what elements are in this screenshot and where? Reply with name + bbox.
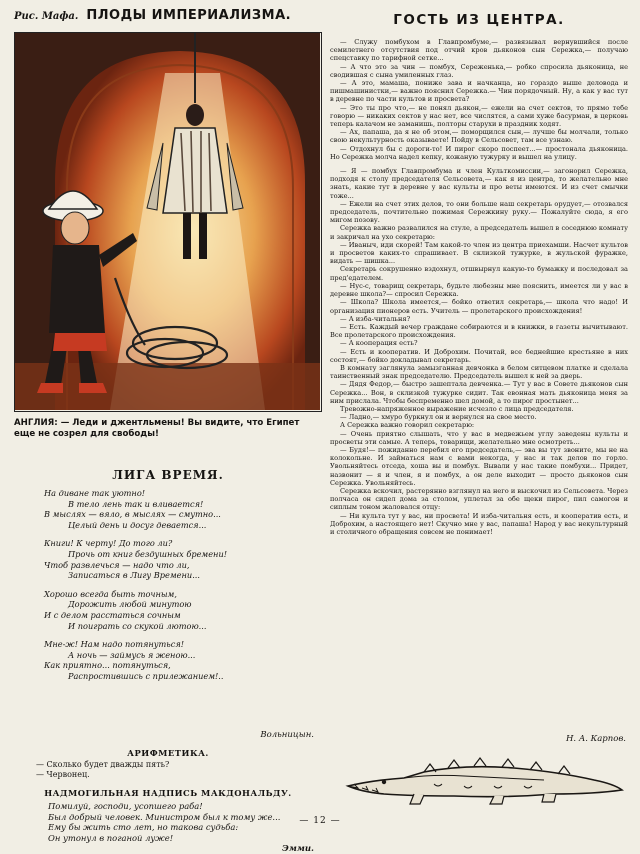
cartoon-illustration (14, 32, 322, 412)
cartoon-title: ПЛОДЫ ИМПЕРИАЛИЗМА. (86, 8, 292, 23)
poem-line: И поиграть со скукой лютою... (68, 620, 207, 631)
poem-line: Записаться в Лигу Времени... (68, 570, 200, 581)
epitaph-line: Ему бы жить сто лет, но такова судьба: (48, 822, 239, 833)
poem-line: И с делом расстаться сочным (44, 609, 181, 620)
story-paragraph: — Я — помбух Главпромбума и член Культкомиссии,— загонорил Сережка, подходя к столу председателя Сельсовета,— как я из центра, то желательно мне знать, какие тут в деревне у вас культы и про веты имеются. И из счет смычки тоже... (330, 167, 628, 200)
poem-line: Дорожить любой минутою (68, 599, 192, 610)
poem-line: Распростившись с прилежанием!.. (68, 670, 224, 681)
arithmetic-body (36, 760, 316, 780)
story-paragraph: — Есть. Каждый вечер граждане собираются и в книжки, в газеты вычитывают. Все пролетарского происхождения. (330, 322, 628, 340)
story-paragraph: — Будя!— пожиданно перебил его председатель,— эва вы тут звоните, мы не на колокольне. И займаться нам с вами некогда, у нас и так делов по горло. Увольняйтесь отседа, хоша вы и помбух. Вывали у нас такие помбухи... Придет, назвонит — я и член, я и помбух, а он деле выходит — просто дьяконов сын Сережка. Увольняйтесь. (330, 445, 628, 487)
poem-line: Как приятно... потянуться, (44, 660, 171, 671)
poem-line: А ночь — займусь я женою... (68, 649, 196, 660)
poem-line: Чтоб развлечься — надо что ли, (44, 559, 190, 570)
epitaph-line: Помилуй, господи, усопшего раба! (48, 801, 203, 811)
epitaph-line: Был добрый человек. Министром был к тому же... (48, 811, 281, 822)
story-paragraph: — Есть и кооператив. И Доброхим. Почитай, все беднейшие крестьяне в них состоят,— бойко докладывал секретарь. (330, 347, 628, 364)
poem-stanza (44, 538, 314, 580)
cartoon-caption: АНГЛИЯ: — Леди и джентльмены! Вы видите, что Египет еще не созрел для свободы! (14, 418, 300, 439)
poem-line: Мне-ж! Нам надо потянуться! (44, 639, 185, 650)
cartoon-drawing (15, 33, 320, 410)
poem-line: На диване так уютно! (44, 488, 146, 498)
story-paragraph: — Иваныч, иди скорей! Там какой-то член из центра приехамши. Насчет культов и просветов каких-то спрашивает. В склизкой тужурке, в жульской фуражке, видать — шишка... (330, 240, 628, 266)
story-paragraph: Сережка вскочил, растерянно взглянул на него и выскочил из Сельсовета. Через полчаса он сидел дома за столом, уплетал за обе щеки пирог, пил самогон и сиплым тоном жаловался отцу: (330, 486, 628, 512)
epitaph-line: Он утонул в поганой луже! (48, 832, 174, 843)
poem-stanza (44, 639, 314, 681)
story-paragraph: — Ах, папаша, да я не об этом,— поморщился сын,— лучше бы молчали, только свою некультурность оказываете! Пойду в Сельсовет, там все узнаю. (330, 128, 628, 145)
story-paragraph: — А кооперация есть? (340, 339, 418, 348)
story-paragraph: — А изба-читальня? (340, 314, 411, 323)
poem-line: В тело лень так и вливается! (68, 498, 204, 509)
poem-line: Прочь от книг бездушных бремени! (68, 548, 228, 559)
poem-line: Целый день и досуг девается... (68, 519, 207, 530)
story-paragraph: — А что это за чин — помбух, Сереженька,— робко спросила дьяконица, не сводившая с сына умиленных глаз. (330, 62, 628, 79)
page-number: — 12 — (299, 816, 341, 826)
arithmetic-line: — Сколько будет дважды пять? (36, 760, 170, 769)
story-body (330, 38, 628, 536)
epitaph-title: НАДМОГИЛЬНАЯ НАДПИСЬ МАКДОНАЛЬДУ. (44, 788, 292, 798)
story-paragraph: — Это ты про что,— не понял дьякон,— ежели на счет сектов, то прямо тебе говорю — никаких сектов у нас нет, все числятся, а сами хуже басурман, в церковь теперь калачом не заманишь, полторы старухи в праздник ходят. (330, 103, 628, 129)
story-paragraph: — Нус-с, товарищ секретарь, будьте любезны мне пояснить, имеется ли у вас в деревне школа?— спросил Сережка. (330, 281, 628, 299)
poem-title: ЛИГА ВРЕМЯ. (112, 468, 224, 482)
cartoon-header (14, 8, 322, 30)
crocodile-illustration (344, 750, 624, 806)
story-paragraph: — Ежели на счет этих делов, то они больше наш секретарь орудует,— отозвался председатель, почтительно пожимая Сережкину руку.— Пожалуйте сюда, я его мигом позову. (330, 199, 628, 225)
arithmetic-title: АРИФМЕТИКА. (127, 748, 209, 758)
poem-stanza (44, 589, 314, 631)
story-paragraph: Сережка важно развалился на стуле, а председатель вышел в соседнюю комнату и закричал на ухо секретарю: (330, 224, 628, 241)
story-paragraph: Секретарь сокрушенно вздохнул, отшвырнул какую-то бумажку и последовал за пред'едателем. (330, 265, 628, 282)
poem-stanza (44, 488, 314, 530)
story-paragraph: В комнату заглянула замызганная девчонка в белом ситцевом платке и сделала таинственный знак председателю. Председатель вышел к ней за дверь. (330, 363, 628, 381)
poem-author: Вольницын. (260, 730, 314, 740)
cartoon-artist: Рис. Мафа. (14, 11, 79, 22)
story-title: ГОСТЬ ИЗ ЦЕНТРА. (393, 12, 565, 28)
poem-body (44, 488, 314, 690)
story-paragraph: А Сережка важно говорил секретарю: (340, 421, 475, 430)
story-paragraph: — Отдохнул бы с дороги-то! И пирог скоро поспеет...— простонала дьяконица. Но Сережка молча надел кепку, кожаную тужурку и вышел на улицу. (330, 144, 628, 161)
poem-line: В мыслях — вяло, в мыслях — смутно... (44, 509, 221, 520)
story-paragraph: — Ни культа тут у вас, ни просвета! И изба-читальня есть, и кооператив есть, и Доброхим, а настоящего нет! Скучно мне у вас, папаша! Народ у вас некультурный и столичного обращения совсем не понимает! (330, 511, 628, 536)
story-paragraph: — Ладно,— хмуро буркнул он и вернулся на свое место. (340, 413, 537, 422)
story-paragraph: — Очень приятно слышать, что у вас в медвежьем углу заведены культы и просветы эти самые. А теперь, товарищи, желательно мне осмотреть... (330, 429, 628, 446)
story-paragraph: — Дядя Федор,— быстро зашептала девченка.— Тут у вас в Совете дьяконов сын Сережка... Вон, в склизкой тужурке сидит. Так евонная мать дьяконица меня за ним прислала. Чтобы беспременно шел домой, а то пирог простынет... (330, 380, 628, 405)
story-paragraph: — А это, мамаша, пониже зава и начканца, но гораздо выше деловода и пишмашинистки,— важно пояснил Сережка.— Чин порядочный. Ну, а как у вас тут в деревне по части культов и просвета? (330, 79, 628, 104)
epitaph-author: Эмми. (281, 844, 314, 854)
story-paragraph: — Школа? Школа имеется,— бойко ответил секретарь,— школа что надо! И организация пионеров есть. Учитель — пролетарского происхождения! (330, 298, 628, 315)
story-author: Н. А. Карпов. (566, 734, 626, 744)
poem-line: Книги! К черту! До того ли? (44, 538, 173, 549)
poem-line: Хорошо всегда быть точным, (44, 588, 177, 599)
story-paragraph: — Служу помбухом в Главпромбуме,— развязывал вернувшийся после семилетнего отсутствия под отчий кров дьяконов сын Сережка,— получаю спецставку по тарифной сетке... (330, 38, 628, 63)
arithmetic-line: — Червонец. (36, 770, 90, 779)
story-paragraph: Тревожно-напряженное выражение исчезло с лица председателя. (340, 404, 574, 413)
